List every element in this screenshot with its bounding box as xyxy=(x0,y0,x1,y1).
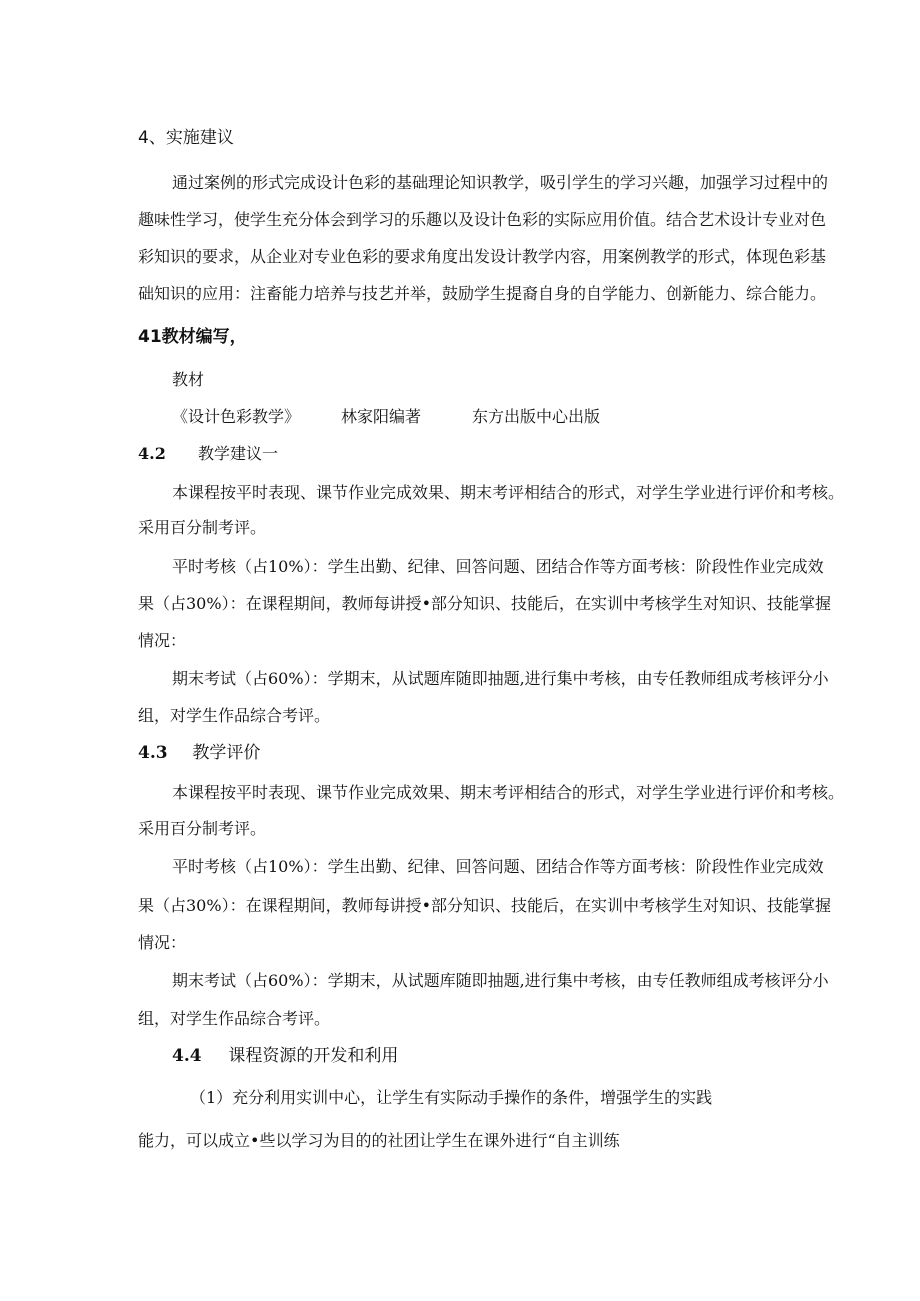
section-43-number: 4.3 xyxy=(138,743,168,763)
paragraph-line: 组，对学生作品综合考评。 xyxy=(138,706,331,725)
paragraph-line: 本课程按平时表现、课节作业完成效果、期末考评相结合的形式，对学生学业进行评价和考核。 xyxy=(172,483,845,502)
section-44-title: 课程资源的开发和利用 xyxy=(228,1046,399,1066)
textbook-label: 教材 xyxy=(172,370,205,389)
paragraph-line: 趣味性学习，使学生充分体会到学习的乐趣以及设计色彩的实际应用价值。结合艺术设计专业对色 xyxy=(138,210,827,229)
paragraph-line: 情况： xyxy=(138,631,187,650)
paragraph-line: 期末考试（占60%）：学期末，从试题库随即抽题,进行集中考核，由专任教师组成考核评分小 xyxy=(172,971,829,990)
section-4-heading: 4、实施建议 xyxy=(138,128,234,148)
section-43-heading xyxy=(138,743,260,763)
section-41-heading: 41教材编写， xyxy=(138,327,247,347)
paragraph-line: 情况： xyxy=(138,933,187,952)
book-author: 林家阳编著 xyxy=(341,407,422,426)
section-42-number: 4.2 xyxy=(138,444,166,463)
paragraph-line: 采用百分制考评。 xyxy=(138,819,267,838)
paragraph-line: 采用百分制考评。 xyxy=(138,518,267,537)
paragraph-line: 础知识的应用：注畜能力培养与技艺并举，鼓励学生提裔自身的自学能力、创新能力、综合能力。 xyxy=(138,284,827,303)
paragraph-line: 果（占30%）：在课程期间，教师每讲授•部分知识、技能后，在实训中考核学生对知识、技能掌握 xyxy=(138,896,832,915)
paragraph-line: 通过案例的形式完成设计色彩的基础理论知识教学，吸引学生的学习兴趣，加强学习过程中的 xyxy=(172,173,829,192)
paragraph-line: 组，对学生作品综合考评。 xyxy=(138,1009,331,1028)
book-title: 《设计色彩教学》 xyxy=(172,407,301,426)
paragraph-line: 期末考试（占60%）：学期末，从试题库随即抽题,进行集中考核，由专任教师组成考核评分小 xyxy=(172,669,829,688)
section-43-title: 教学评价 xyxy=(192,743,261,763)
paragraph-line: 平时考核（占10%）：学生出勤、纪律、回答问题、团结合作等方面考核：阶段性作业完成效 xyxy=(172,557,824,576)
paragraph-line: 本课程按平时表现、课节作业完成效果、期末考评相结合的形式，对学生学业进行评价和考核。 xyxy=(172,783,845,802)
paragraph-line: 能力，可以成立•些以学习为目的的社团让学生在课外进行“自主训练 xyxy=(138,1131,620,1150)
paragraph-line: 果（占30%）：在课程期间，教师每讲授•部分知识、技能后，在实训中考核学生对知识、技能掌握 xyxy=(138,594,832,613)
section-44-heading xyxy=(172,1046,398,1066)
section-42-heading xyxy=(138,444,278,464)
paragraph-line: 彩知识的要求，从企业对专业色彩的要求角度出发设计教学内容，用案例教学的形式，体现色彩基 xyxy=(138,247,827,266)
book-publisher: 东方出版中心出版 xyxy=(472,407,601,426)
section-44-number: 4.4 xyxy=(172,1046,202,1066)
paragraph-line: （1）充分利用实训中心，让学生有实际动手操作的条件，增强学生的实践 xyxy=(190,1088,713,1107)
section-42-title: 教学建议一 xyxy=(198,444,279,463)
paragraph-line: 平时考核（占10%）：学生出勤、纪律、回答问题、团结合作等方面考核：阶段性作业完成效 xyxy=(172,857,824,876)
